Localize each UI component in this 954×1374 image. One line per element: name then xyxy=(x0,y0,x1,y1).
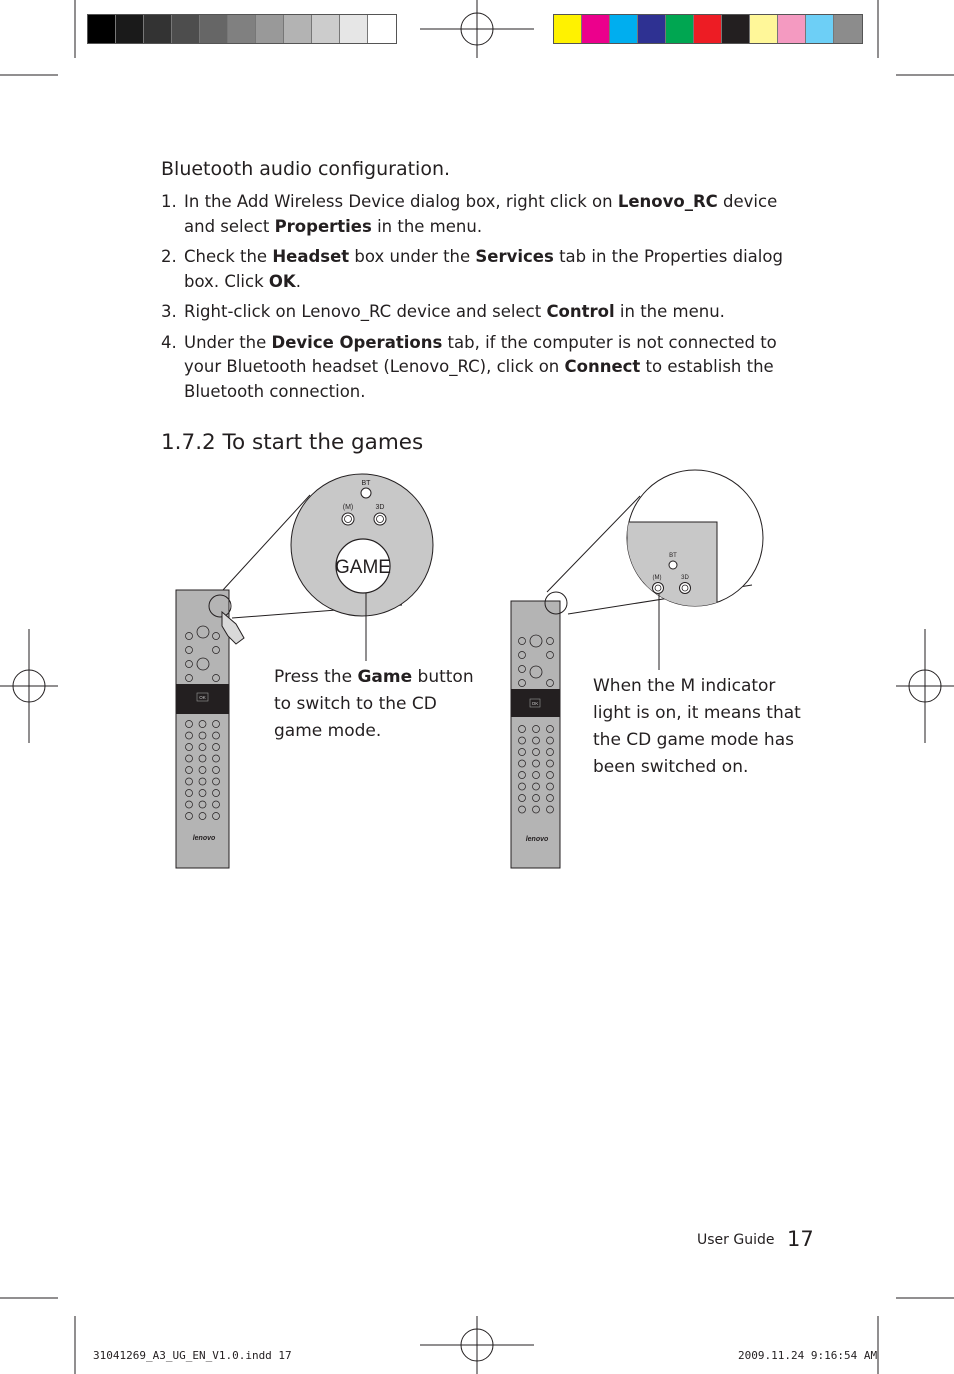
bt-button-2 xyxy=(669,561,677,569)
step-number: 3. xyxy=(161,302,177,321)
lenovo-logo: lenovo xyxy=(192,835,216,842)
caption-press-game xyxy=(274,664,474,745)
step-text: in the menu. xyxy=(614,302,725,321)
step-text: Connect xyxy=(564,357,641,376)
lenovo-logo-2: lenovo xyxy=(525,836,549,843)
subsection-title: Bluetooth audio configuration. xyxy=(161,158,451,180)
3d-label-2: 3D xyxy=(681,575,689,581)
m-label: (M) xyxy=(342,504,354,511)
step-text: tab, if the computer is not connected to your Bluetooth headset (Lenovo_RC), click on xyxy=(184,332,777,376)
step-number: 2. xyxy=(161,247,177,266)
step-text: in the menu. xyxy=(371,216,483,236)
bt-button xyxy=(361,488,371,498)
bt-label-2: BT xyxy=(669,553,677,559)
caption-text: Game xyxy=(357,667,413,687)
caption-text: button to switch to the CD game mode. xyxy=(274,667,474,741)
caption-m-indicator: When the M indicator light is on, it means that the CD game mode has been switched on. xyxy=(593,676,801,777)
step-number: 4. xyxy=(161,332,177,352)
remote-right xyxy=(511,592,567,868)
step-text: device and select xyxy=(184,192,778,236)
bt-label: BT xyxy=(361,480,371,487)
step-text: Control xyxy=(546,302,615,321)
slug-timestamp: 2009.11.24 9:16:54 AM xyxy=(738,1349,878,1362)
step-text: tab in the Properties dialog box. Click xyxy=(184,247,783,291)
step-text: Right-click on Lenovo_RC device and select xyxy=(184,302,547,321)
m-indicator-2 xyxy=(653,583,664,594)
ok-label-2: OK xyxy=(531,701,539,706)
remote-left xyxy=(176,590,244,868)
3d-button xyxy=(374,513,386,525)
step-text: Services xyxy=(475,247,554,266)
game-button-label: GAME xyxy=(335,557,391,578)
step-text: to establish the Bluetooth connection. xyxy=(184,357,774,401)
step-text: Headset xyxy=(272,247,350,266)
caption-text: Press the xyxy=(274,667,358,687)
step-text: In the Add Wireless Device dialog box, right click on xyxy=(184,192,618,211)
m-label-2: (M) xyxy=(652,575,662,581)
footer-label: User Guide xyxy=(697,1232,775,1248)
3d-button-2 xyxy=(680,583,691,594)
step-text: Device Operations xyxy=(271,332,443,352)
page-number: 17 xyxy=(787,1227,814,1251)
step-text: Lenovo_RC xyxy=(617,192,718,211)
step-text: box under the xyxy=(349,247,476,266)
step-text: Check the xyxy=(184,247,273,266)
3d-label: 3D xyxy=(375,504,385,511)
slug-file-info: 31041269_A3_UG_EN_V1.0.indd 17 xyxy=(93,1349,292,1362)
m-indicator xyxy=(342,513,354,525)
step-text: Under the xyxy=(184,332,272,352)
ok-label: OK xyxy=(199,695,206,700)
section-heading: 1.7.2 To start the games xyxy=(161,430,424,455)
step-number: 1. xyxy=(161,192,177,211)
step-text: . xyxy=(295,271,301,291)
step-text: OK xyxy=(268,271,296,291)
step-text: Properties xyxy=(274,216,372,236)
